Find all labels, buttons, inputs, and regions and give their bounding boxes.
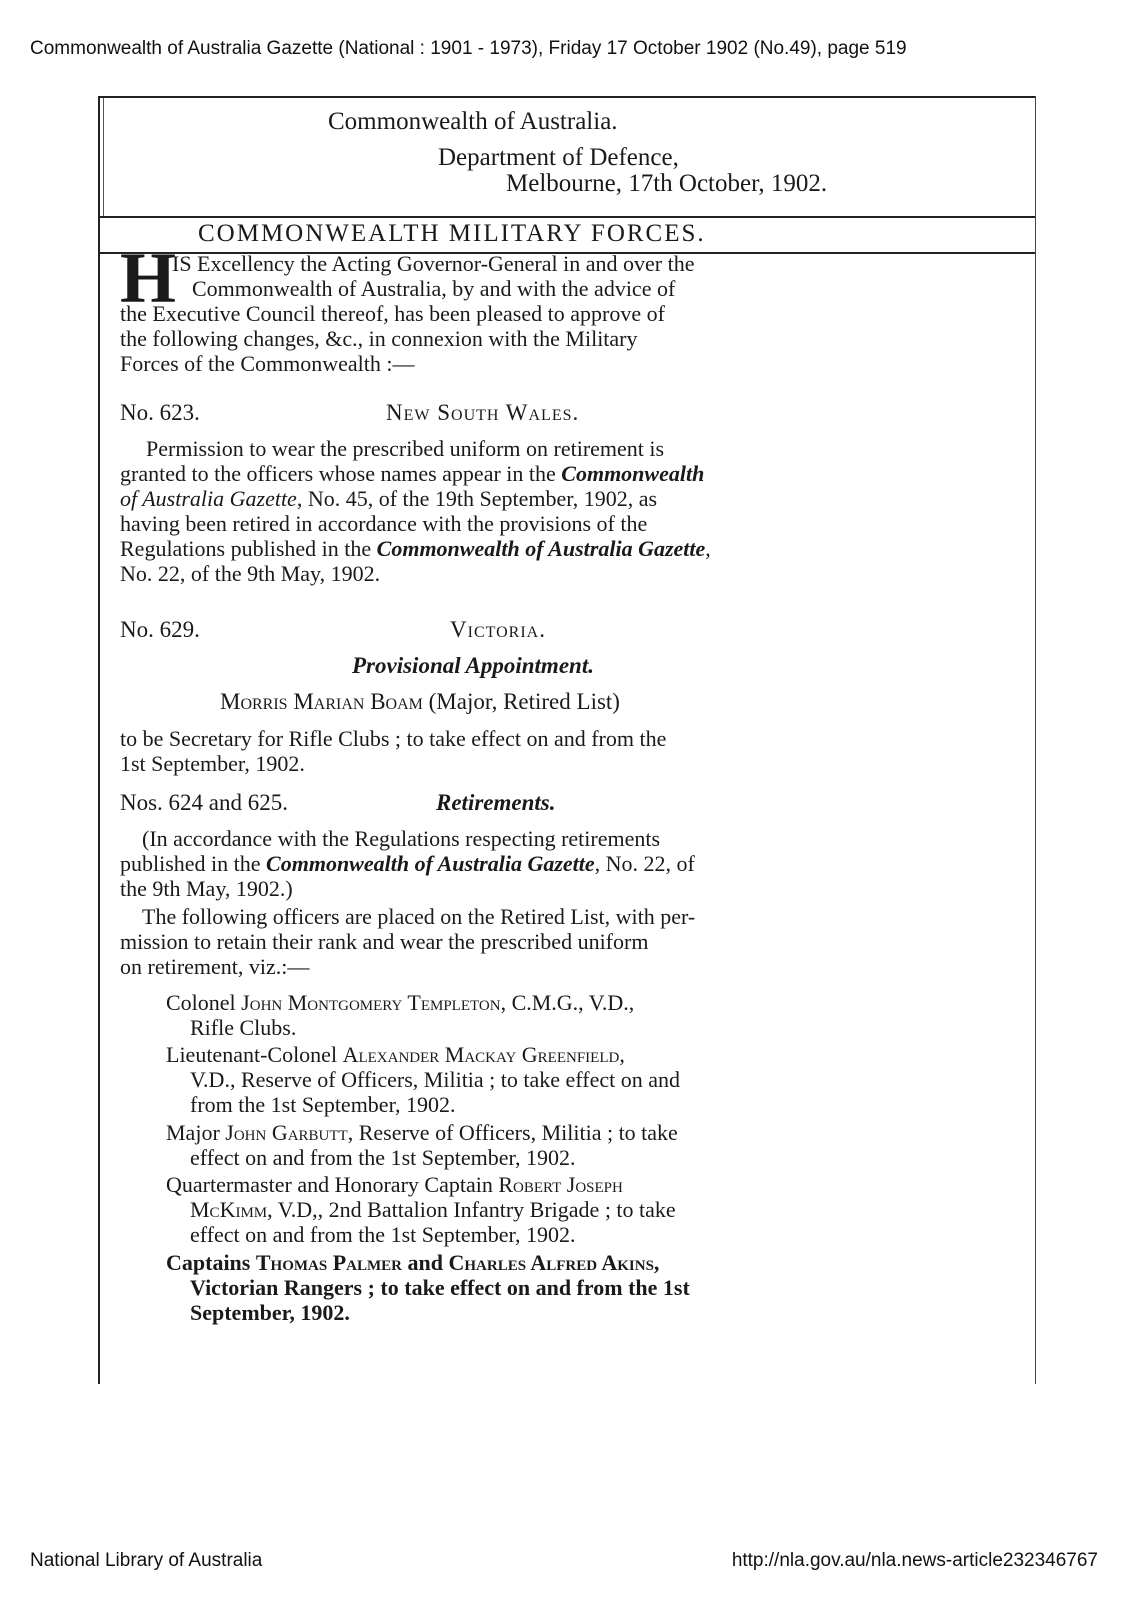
officer-entry: Captains Thomas Palmer and Charles Alfred Akins, bbox=[166, 1250, 660, 1275]
notice-header bbox=[100, 96, 1035, 218]
officer-entry: Lieutenant-Colonel Alexander Mackay Greenfield, bbox=[166, 1042, 625, 1067]
s3-line: on retirement, viz.:— bbox=[120, 954, 310, 979]
officer-entry-cont: Rifle Clubs. bbox=[190, 1015, 297, 1040]
officer-entry: Major John Garbutt, Reserve of Officers, Militia ; to take bbox=[166, 1120, 678, 1145]
officer-entry-cont: effect on and from the 1st September, 1902. bbox=[190, 1145, 576, 1170]
s3-line: mission to retain their rank and wear the prescribed uniform bbox=[120, 929, 649, 954]
section-subheading: Retirements. bbox=[436, 790, 556, 815]
officer-entry-cont: September, 1902. bbox=[190, 1300, 350, 1325]
heading-department: Department of Defence, bbox=[438, 144, 679, 171]
officer-entry: Quartermaster and Honorary Captain Robert Joseph bbox=[166, 1172, 623, 1197]
s1-line: of Australia Gazette, No. 45, of the 19th September, 1902, as bbox=[120, 486, 658, 511]
page-header: Commonwealth of Australia Gazette (National : 1901 - 1973), Friday 17 October 1902 (No.49), page 519 bbox=[30, 38, 907, 59]
banner bbox=[100, 218, 1035, 254]
intro-line: Commonwealth of Australia, by and with the advice of bbox=[192, 276, 676, 301]
appointee: Morris Marian Boam (Major, Retired List) bbox=[220, 689, 620, 714]
s1-line: Regulations published in the Commonwealth of Australia Gazette, bbox=[120, 536, 711, 561]
s2-line: 1st September, 1902. bbox=[120, 751, 305, 776]
officer-entry-cont: Victorian Rangers ; to take effect on and from the 1st bbox=[190, 1275, 690, 1300]
section-number: Nos. 624 and 625. bbox=[120, 790, 289, 815]
s1-line: having been retired in accordance with the provisions of the bbox=[120, 511, 648, 536]
intro-line: the following changes, &c., in connexion with the Military bbox=[120, 326, 638, 351]
section-state: New South Wales. bbox=[386, 400, 580, 425]
banner-title: COMMONWEALTH MILITARY FORCES. bbox=[198, 220, 706, 247]
heading-place-date: Melbourne, 17th October, 1902. bbox=[506, 170, 828, 197]
officer-entry-cont: McKimm, V.D,, 2nd Battalion Infantry Brigade ; to take bbox=[190, 1197, 676, 1222]
drop-cap: H bbox=[120, 238, 177, 318]
heading-commonwealth: Commonwealth of Australia. bbox=[328, 108, 618, 135]
intro-line: the Executive Council thereof, has been pleased to approve of bbox=[120, 301, 665, 326]
section-number: No. 629. bbox=[120, 617, 200, 642]
section-subheading: Provisional Appointment. bbox=[352, 653, 594, 678]
s2-line: to be Secretary for Rifle Clubs ; to take effect on and from the bbox=[120, 726, 667, 751]
s1-line: granted to the officers whose names appear in the Commonwealth bbox=[120, 461, 705, 486]
s3-line: (In accordance with the Regulations respecting retirements bbox=[142, 826, 661, 851]
s3-line: The following officers are placed on the Retired List, with per- bbox=[142, 904, 696, 929]
section-state: Victoria. bbox=[450, 617, 546, 642]
footer-url[interactable]: http://nla.gov.au/nla.news-article232346767 bbox=[731, 1550, 1098, 1571]
officer-entry-cont: effect on and from the 1st September, 1902. bbox=[190, 1222, 576, 1247]
s1-line: No. 22, of the 9th May, 1902. bbox=[120, 561, 381, 586]
intro-line: IS Excellency the Acting Governor-General in and over the bbox=[172, 251, 695, 276]
intro-line: Forces of the Commonwealth :— bbox=[120, 351, 415, 376]
s3-line: published in the Commonwealth of Australia Gazette, No. 22, of bbox=[120, 851, 695, 876]
officer-entry-cont: from the 1st September, 1902. bbox=[190, 1092, 456, 1117]
footer-library: National Library of Australia bbox=[30, 1550, 263, 1571]
section-number: No. 623. bbox=[120, 400, 200, 425]
s3-line: the 9th May, 1902.) bbox=[120, 876, 293, 901]
officer-entry-cont: V.D., Reserve of Officers, Militia ; to take effect on and bbox=[190, 1067, 680, 1092]
officer-entry: Colonel John Montgomery Templeton, C.M.G., V.D., bbox=[166, 990, 635, 1015]
s1-line: Permission to wear the prescribed uniform on retirement is bbox=[146, 436, 665, 461]
